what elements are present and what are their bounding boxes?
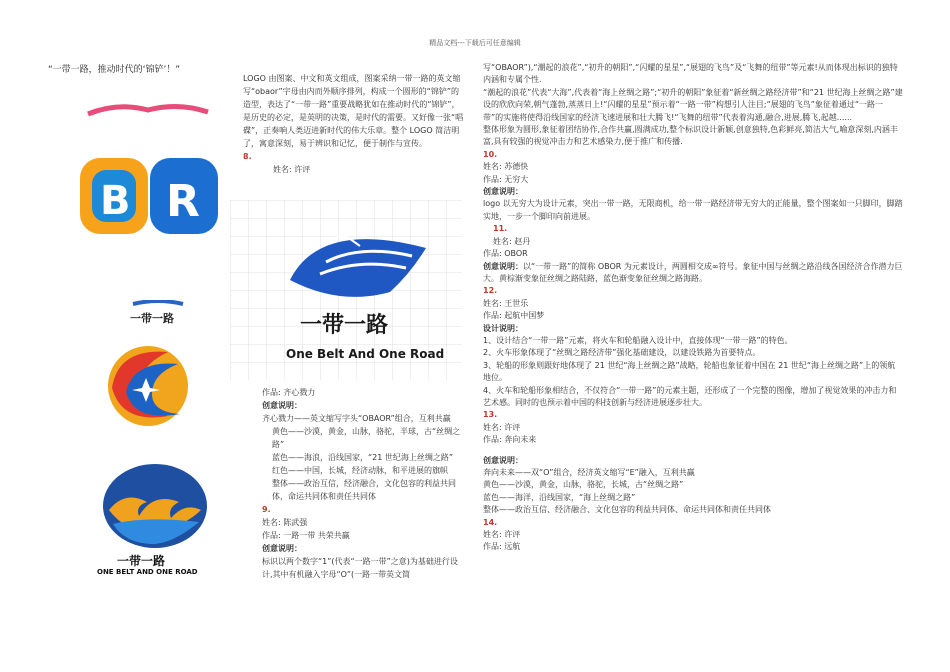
item-number-10: 10.: [483, 149, 498, 159]
logo-br: [78, 150, 218, 240]
author-9: 姓名: 陈武强: [262, 518, 308, 527]
color-whole: 整体——政治互信，经济融合，文化包容的利益共同体，命运共同体和责任共同体: [272, 479, 456, 501]
creative-label-8: 创意说明：: [262, 401, 302, 410]
work-8: 作品: 齐心戮力: [262, 388, 316, 397]
color-red: 红色——中国，长城，经济动脉，和平进展的旗帜: [272, 466, 448, 475]
logo-waves: [95, 462, 225, 582]
item-number-8: 8.: [243, 152, 252, 161]
author-10: 姓名: 苏德快: [483, 162, 529, 172]
author-12: 姓名: 王世乐: [483, 298, 529, 308]
author-11: 姓名: 赵丹: [493, 236, 531, 246]
color-yellow: 黄色——沙漠，黄金，山脉，骆驼，半球，古“丝绸之路”: [272, 427, 461, 449]
creative-desc-11: 以“一带一路”的简称 OBOR 为元素设计，两圆相交成∞符号。象征中国与丝绸之路沿线各国经济合作潜力巨大。黄棕渐变象征丝绸之路陆路，蓝色渐变象征丝绸之路海路。: [483, 261, 903, 283]
logo-caption-en: ONE BELT AND ONE ROAD: [97, 568, 198, 576]
train-logo-icon: [230, 200, 462, 380]
color-blue: 蓝色——海浪，沿线国家，“21 世纪海上丝绸之路”: [272, 453, 454, 462]
work-13: 作品: 奔向未来: [483, 435, 537, 445]
color-yellow-13: 黄色——沙漠，黄金，山脉，骆驼，长城，古“丝绸之路”: [483, 480, 684, 490]
work-12: 作品: 起航中国梦: [483, 311, 545, 321]
column-right: [483, 62, 903, 554]
logo-swirl: [98, 338, 198, 428]
para-whole: 整体形象为圆形,象征着团结协作,合作共赢,圆满成功,整个标识设计新颖,创意独特,色彩鲜亮,简洁大气,喻意深刻,内涵丰富,具有较强的视觉冲击力和艺术感染力,便于推广和传播.: [483, 125, 898, 147]
work-11: 作品: OBOR: [483, 249, 528, 259]
creative-desc-9: 标识以两个数字“1”(代表“一路一带”之意)为基础进行设计,其中有机融入字母“O”(一路一带英文简: [262, 557, 458, 579]
creative-label-11: 创意说明：: [483, 261, 523, 271]
creative-desc-10: logo 以无穷大为设计元素，突出一带一路，无限商机，给一带一路经济带无穷大的正能量，整个图案如一只脚印，脚踏实地，一步一个脚印向前进展。: [483, 199, 903, 221]
author-13: 姓名: 许评: [483, 422, 521, 432]
work-14: 作品: 远航: [483, 542, 521, 552]
item-number-9: 9.: [262, 505, 271, 514]
design-point-1: 1、设计结合“一带一路”元素，将火车和轮船融入设计中，直接体现“一带一路”的特色。: [483, 335, 793, 345]
waves-logo-icon: [95, 462, 225, 552]
para-elements: “潮起的浪花”代表“大海”,代表着“海上丝绸之路”;“初升的朝阳”象征着“新丝绸之路经济带”和“21 世纪海上丝绸之路”建设的欣欣向荣,朝气蓬勃,蒸蒸日上!“闪耀的星星”预示着“一路一带”构想引人注目;“展翅的飞鸟”象征着通过“一路一带”的实施将使得沿线国家的经济飞速进展和壮大腾飞!“飞舞的纽带”代表着沟通,融合,进展,腾飞,起越......: [483, 87, 903, 122]
svg-text:R: R: [166, 176, 200, 227]
svg-text:B: B: [100, 178, 131, 224]
column-middle: [243, 72, 465, 176]
logo-caption: 一带一路: [130, 312, 174, 325]
logo-english-caption: One Belt And One Road: [286, 347, 445, 361]
color-blue-13: 蓝色——海洋，沿线国家，“海上丝绸之路”: [483, 492, 636, 502]
design-point-2: 2、火车形象体现了“丝绸之路经济带”强化基础建设，以建设铁路为首要特点。: [483, 348, 761, 358]
creative-desc-13: 奔向未来——双“O”组合，经济英文缩写“E”融入，互利共赢: [483, 468, 695, 477]
svg-text:一带一路: 一带一路: [300, 313, 389, 338]
item-number-13: 13.: [483, 410, 498, 420]
creative-label-9: 创意说明：: [262, 544, 302, 553]
page-header: 精品文档---下载后可任意编辑: [429, 39, 521, 47]
design-label-12: 设计说明：: [483, 323, 523, 333]
item-number-11: 11.: [493, 224, 508, 234]
column-middle-lower: [262, 386, 467, 581]
swirl-logo-icon: [98, 338, 198, 428]
author-8: 姓名: 许评: [273, 165, 311, 174]
creative-label-13: 创意说明：: [483, 455, 523, 465]
section-title: “一带一路，推动时代的‘锦铲’！”: [48, 65, 181, 75]
logo-description: LOGO 由图案、中文和英文组成，图案采纳一带一路的英文缩写“obaor”字母由内而外顺序排列，构成一个圆形的“锦铲”的造型，表达了“一带一路”重要战略犹如在推动时代的“锦铲”，是历史的必定，是英明的决策，是时代的需要。又好像一张“唱碟”，正奏响人类迈进新时代的伟大乐章。整个 LOGO 简洁明了，寓意深刻，易于辨识和记忆，便于制作与宣传。: [243, 74, 464, 148]
design-point-4: 4、火车和轮船形象相结合，不仅符合“一带一路”的元素主题，还形成了一个完整的图像，增加了视觉效果的冲击力和艺术感。同时的也预示着中国的科技创新与经济进展逐步壮大。: [483, 385, 897, 407]
para-continued: 写“OBAOR”),“潮起的浪花”,“初升的朝阳”,“闪耀的星星”,“展翅的飞鸟”及“飞舞的纽带”等元素!从而体现出标识的独特内涵和专属个性.: [483, 63, 898, 85]
logo-top-strip-icon: [78, 100, 218, 120]
br-logo-icon: [78, 150, 218, 240]
author-14: 姓名: 许评: [483, 530, 521, 540]
creative-label-10: 创意说明：: [483, 187, 523, 197]
work-10: 作品: 无穷大: [483, 174, 529, 184]
work-9: 作品: 一路一带 共荣共赢: [262, 531, 350, 540]
item-number-12: 12.: [483, 286, 498, 296]
item-number-14: 14.: [483, 517, 498, 527]
logo-partial-text: [118, 300, 198, 330]
logo-train-grid: [230, 200, 462, 380]
logo-br-partial: [78, 100, 218, 120]
creative-desc-8: 齐心戮力——英文缩写字头“OBAOR”组合，互利共赢: [262, 414, 451, 423]
design-point-3: 3、轮船的形象则跟好地体现了 21 世纪“海上丝绸之路”战略，轮船也象征着中国在 21 世纪“海上丝绸之路”上的领航地位。: [483, 360, 896, 383]
logo-caption-cn: 一带一路: [117, 554, 166, 568]
color-whole-13: 整体——政治互信、经济融合、文化包容的利益共同体、命运共同体和责任共同体: [483, 505, 771, 515]
